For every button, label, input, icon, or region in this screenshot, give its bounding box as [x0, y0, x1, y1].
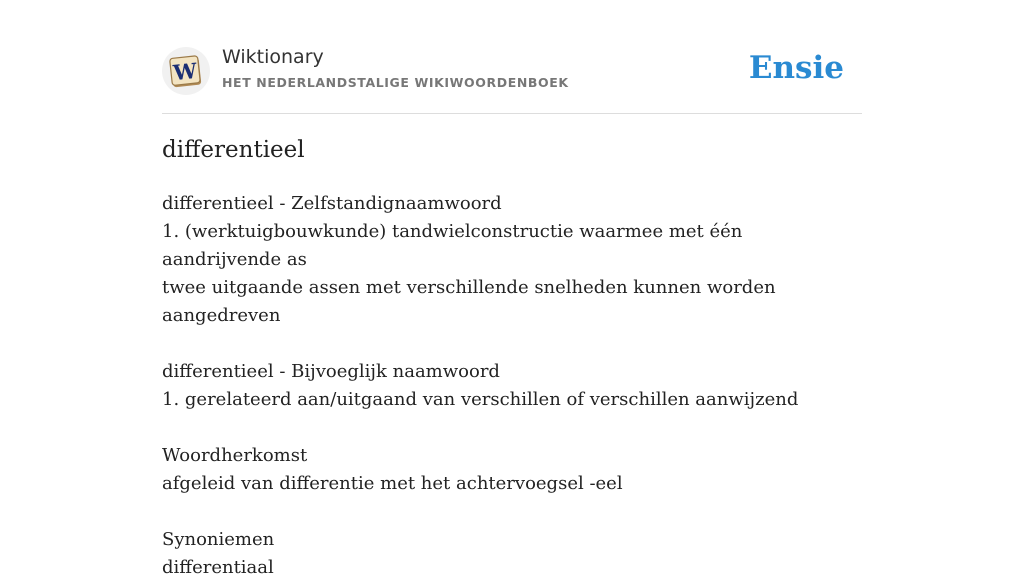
entry-definition-line: 1. gerelateerd aan/uitgaand van verschillen of verschillen aanwijzend: [162, 389, 799, 410]
site-header: [162, 44, 862, 114]
wiktionary-logo-graphic: [162, 47, 210, 95]
entry-definition-line: 1. (werktuigbouwkunde) tandwielconstructie waarmee met één aandrijvende as: [162, 221, 743, 270]
spacer: [162, 330, 862, 358]
logo-letter: W: [172, 57, 199, 86]
site-name[interactable]: Wiktionary: [222, 46, 324, 68]
entry-heading-noun: differentieel - Zelfstandignaamwoord: [162, 193, 502, 214]
entry-heading-adjective: differentieel - Bijvoeglijk naamwoord: [162, 361, 500, 382]
synonym-item: differentiaal: [162, 557, 274, 578]
etymology-heading: Woordherkomst: [162, 445, 308, 466]
page-title: differentieel: [162, 137, 305, 163]
ensie-brand-logo[interactable]: Ensie: [748, 50, 844, 86]
wiktionary-logo-icon[interactable]: [162, 47, 210, 95]
spacer: [162, 498, 862, 526]
site-subtitle: HET NEDERLANDSTALIGE WIKIWOORDENBOEK: [222, 75, 569, 90]
spacer: [162, 414, 862, 442]
synonyms-heading: Synoniemen: [162, 529, 275, 550]
etymology-text: afgeleid van differentie met het achtervoegsel -eel: [162, 473, 623, 494]
entry-definition-line: twee uitgaande assen met verschillende snelheden kunnen worden aangedreven: [162, 277, 776, 326]
entry-content: [162, 190, 862, 582]
